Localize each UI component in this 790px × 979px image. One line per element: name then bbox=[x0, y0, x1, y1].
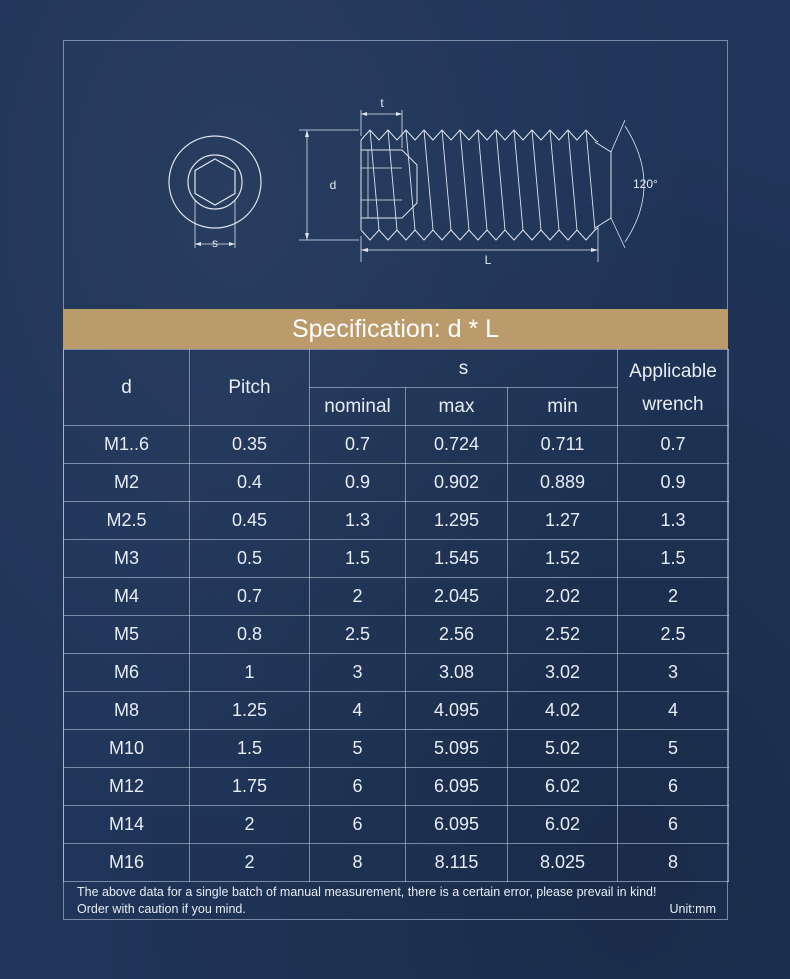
label-s: s bbox=[212, 236, 218, 250]
cell-pitch: 0.35 bbox=[190, 426, 310, 464]
table-row bbox=[64, 616, 729, 654]
header-s: s bbox=[310, 350, 618, 388]
cell-pitch: 0.45 bbox=[190, 502, 310, 540]
cell-min: 1.27 bbox=[508, 502, 618, 540]
unit-label: Unit:mm bbox=[669, 902, 716, 916]
cell-wrench: 2.5 bbox=[618, 616, 729, 654]
header-wrench-line2: wrench bbox=[642, 393, 704, 415]
cell-min: 0.889 bbox=[508, 464, 618, 502]
cell-d: M4 bbox=[64, 578, 190, 616]
cell-d: M8 bbox=[64, 692, 190, 730]
cell-pitch: 1 bbox=[190, 654, 310, 692]
cell-max: 2.045 bbox=[406, 578, 508, 616]
cell-nominal: 4 bbox=[310, 692, 406, 730]
hex-socket-icon bbox=[195, 159, 235, 205]
cell-min: 6.02 bbox=[508, 806, 618, 844]
header-pitch: Pitch bbox=[190, 350, 310, 426]
cell-nominal: 1.5 bbox=[310, 540, 406, 578]
cell-min: 4.02 bbox=[508, 692, 618, 730]
table-row bbox=[64, 426, 729, 464]
cell-pitch: 2 bbox=[190, 806, 310, 844]
cell-nominal: 2 bbox=[310, 578, 406, 616]
cell-min: 1.52 bbox=[508, 540, 618, 578]
cell-wrench: 6 bbox=[618, 806, 729, 844]
cell-nominal: 6 bbox=[310, 806, 406, 844]
cell-d: M10 bbox=[64, 730, 190, 768]
cell-min: 2.52 bbox=[508, 616, 618, 654]
cell-nominal: 0.9 bbox=[310, 464, 406, 502]
table-row bbox=[64, 502, 729, 540]
cell-d: M2.5 bbox=[64, 502, 190, 540]
cell-min: 2.02 bbox=[508, 578, 618, 616]
cell-max: 6.095 bbox=[406, 768, 508, 806]
cell-pitch: 1.25 bbox=[190, 692, 310, 730]
spec-table bbox=[63, 349, 729, 882]
cell-wrench: 4 bbox=[618, 692, 729, 730]
cell-pitch: 0.4 bbox=[190, 464, 310, 502]
header-max: max bbox=[406, 388, 508, 426]
cell-d: M3 bbox=[64, 540, 190, 578]
cell-pitch: 0.5 bbox=[190, 540, 310, 578]
cell-max: 6.095 bbox=[406, 806, 508, 844]
cell-wrench: 6 bbox=[618, 768, 729, 806]
cell-d: M14 bbox=[64, 806, 190, 844]
cell-nominal: 1.3 bbox=[310, 502, 406, 540]
cell-max: 1.295 bbox=[406, 502, 508, 540]
table-row bbox=[64, 464, 729, 502]
table-row bbox=[64, 730, 729, 768]
cell-d: M6 bbox=[64, 654, 190, 692]
note-line2: Order with caution if you mind. bbox=[77, 902, 246, 916]
cell-wrench: 5 bbox=[618, 730, 729, 768]
screw-end-view-inner bbox=[188, 155, 242, 209]
cell-min: 0.711 bbox=[508, 426, 618, 464]
cell-min: 6.02 bbox=[508, 768, 618, 806]
cell-max: 0.724 bbox=[406, 426, 508, 464]
cell-max: 4.095 bbox=[406, 692, 508, 730]
label-d: d bbox=[329, 178, 337, 192]
cell-d: M2 bbox=[64, 464, 190, 502]
table-row bbox=[64, 768, 729, 806]
cell-min: 8.025 bbox=[508, 844, 618, 882]
cell-d: M1..6 bbox=[64, 426, 190, 464]
label-angle: 120° bbox=[633, 177, 658, 191]
cell-nominal: 8 bbox=[310, 844, 406, 882]
spec-banner: Specification: d * L bbox=[63, 309, 728, 349]
note bbox=[63, 880, 728, 920]
cell-nominal: 2.5 bbox=[310, 616, 406, 654]
cell-max: 3.08 bbox=[406, 654, 508, 692]
table-row bbox=[64, 540, 729, 578]
cell-max: 8.115 bbox=[406, 844, 508, 882]
table-row bbox=[64, 654, 729, 692]
header-nominal: nominal bbox=[310, 388, 406, 426]
cell-max: 5.095 bbox=[406, 730, 508, 768]
cell-pitch: 2 bbox=[190, 844, 310, 882]
cell-pitch: 1.5 bbox=[190, 730, 310, 768]
table-row bbox=[64, 806, 729, 844]
cell-d: M5 bbox=[64, 616, 190, 654]
cell-wrench: 1.3 bbox=[618, 502, 729, 540]
label-t: t bbox=[380, 96, 384, 110]
table-row bbox=[64, 692, 729, 730]
cell-wrench: 1.5 bbox=[618, 540, 729, 578]
cell-wrench: 3 bbox=[618, 654, 729, 692]
cell-wrench: 2 bbox=[618, 578, 729, 616]
header-min: min bbox=[508, 388, 618, 426]
screw-side-view bbox=[361, 130, 611, 240]
cell-nominal: 5 bbox=[310, 730, 406, 768]
cell-max: 2.56 bbox=[406, 616, 508, 654]
header-wrench-line1: Applicable bbox=[629, 360, 717, 382]
cell-min: 5.02 bbox=[508, 730, 618, 768]
cell-max: 1.545 bbox=[406, 540, 508, 578]
cell-pitch: 1.75 bbox=[190, 768, 310, 806]
cell-max: 0.902 bbox=[406, 464, 508, 502]
screw-drawing bbox=[63, 40, 728, 308]
cell-wrench: 8 bbox=[618, 844, 729, 882]
spec-table-body bbox=[64, 426, 729, 882]
table-row bbox=[64, 844, 729, 882]
screw-end-view-outer bbox=[169, 136, 261, 228]
cell-wrench: 0.9 bbox=[618, 464, 729, 502]
cell-min: 3.02 bbox=[508, 654, 618, 692]
cell-nominal: 3 bbox=[310, 654, 406, 692]
cell-d: M12 bbox=[64, 768, 190, 806]
table-row bbox=[64, 578, 729, 616]
cell-nominal: 6 bbox=[310, 768, 406, 806]
note-line1: The above data for a single batch of manual measurement, there is a certain error, please prevail in kind! bbox=[77, 885, 657, 899]
label-L: L bbox=[484, 253, 492, 267]
cell-pitch: 0.8 bbox=[190, 616, 310, 654]
cell-nominal: 0.7 bbox=[310, 426, 406, 464]
cell-pitch: 0.7 bbox=[190, 578, 310, 616]
header-d: d bbox=[64, 350, 190, 426]
cell-d: M16 bbox=[64, 844, 190, 882]
cell-wrench: 0.7 bbox=[618, 426, 729, 464]
header-wrench bbox=[618, 350, 729, 426]
